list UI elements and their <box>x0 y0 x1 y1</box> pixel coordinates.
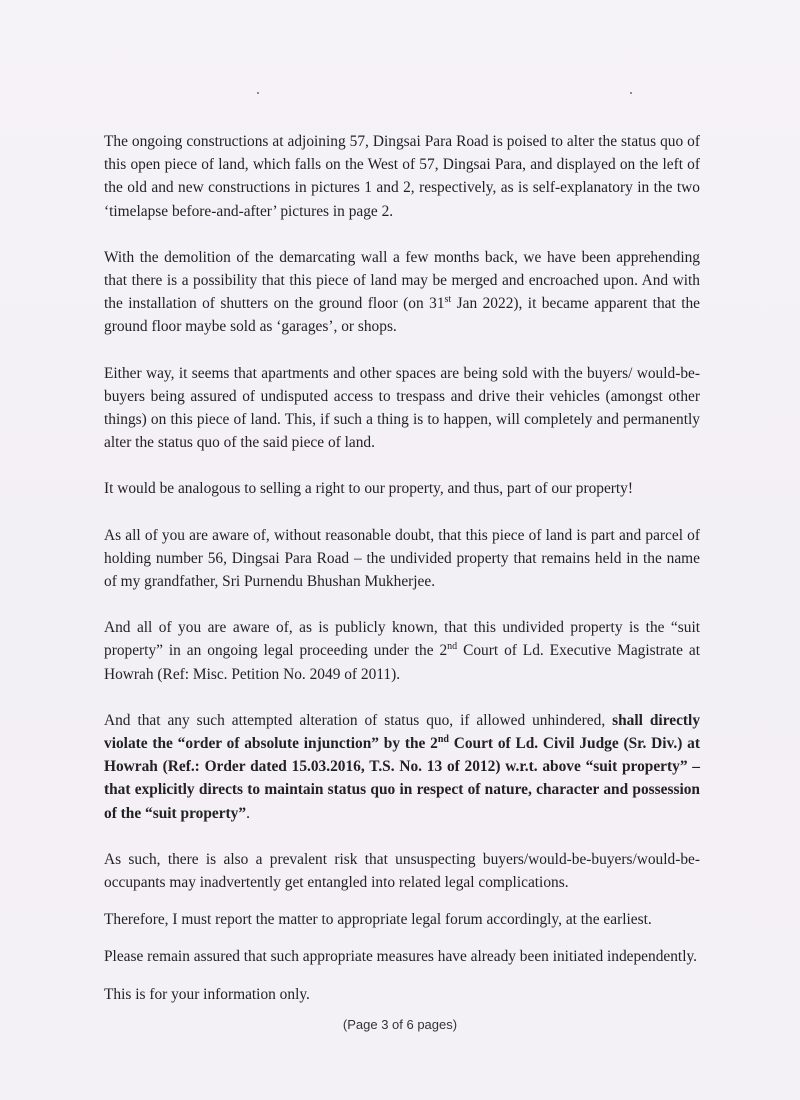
paragraph-risk: As such, there is also a prevalent risk that unsuspecting buyers/would-be-buyers/would-be-occupants may inadvertently get entangled into related legal complications. <box>104 850 700 892</box>
paragraph-buyers-access: Either way, it seems that apartments and other spaces are being sold with the buyers/ would-be-buyers being assured of undisputed access to trespass and drive their vehicles (amongst other things) on this piece of land. This, if such a thing is to happen, will completely and permanently alter the status quo of the said piece of land. <box>104 364 700 452</box>
paragraph-suit-property: And all of you are aware of, as is publicly known, that this undivided property is the “suit property” in an ongoing legal proceeding under the 2nd Court of Ld. Executive Magistrate at Howrah (Ref: Misc. Petition No. 2049 of 2011). <box>104 619 700 683</box>
paragraph-report: Therefore, I must report the matter to appropriate legal forum accordingly, at the earliest. <box>104 911 652 929</box>
scan-speck <box>257 92 259 94</box>
ordinal-suffix: nd <box>447 641 458 653</box>
paragraph-measures: Please remain assured that such appropriate measures have already been initiated independently. <box>104 948 698 966</box>
ordinal-suffix: st <box>444 294 452 306</box>
paragraph-construction: The ongoing constructions at adjoining 57, Dingsai Para Road is poised to alter the status quo of this open piece of land, which falls on the West of 57, Dingsai Para, and displayed on the left of the old and new constructions in pictures 1 and 2, respectively, as is self-explanatory in the two ‘timelapse before-and-after’ pictures in page 2. <box>104 133 700 220</box>
paragraph-analogous: It would be analogous to selling a right to our property, and thus, part of our property! <box>104 480 634 498</box>
ordinal-suffix: nd <box>437 733 449 745</box>
paragraph-injunction: And that any such attempted alteration of status quo, if allowed unhindered, shall directly violate the “order of absolute injunction” by the 2nd Court of Ld. Civil Judge (Sr. Div.) at Howrah (Ref.: Order dated 15.03.2016, T.S. No. 13 of 2012) w.r.t. above “suit property” – that explicitly directs to maintain status quo in respect of nature, character and possession of the “suit property”. <box>104 711 701 822</box>
paragraph-information: This is for your information only. <box>104 985 310 1003</box>
page-number-footer: (Page 3 of 6 pages) <box>342 1017 458 1032</box>
scan-speck <box>630 92 632 94</box>
document-body <box>104 130 700 1006</box>
paragraph-holding: As all of you are aware of, without reasonable doubt, that this piece of land is part and parcel of holding number 56, Dingsai Para Road – the undivided property that remains held in the name of my grandfather, Sri Purnendu Bhushan Mukherjee. <box>104 526 700 591</box>
injunction-bold-text: shall directly violate the “order of absolute injunction” by the 2nd Court of Ld. Civil Judge (Sr. Div.) at Howrah (Ref.: Order dated 15.03.2016, T.S. No. 13 of 2012) w.r.t. above “suit property” – that explicitly directs to maintain status quo in respect of nature, character and possession of the “suit property” <box>104 711 701 822</box>
paragraph-demolition: With the demolition of the demarcating wall a few months back, we have been apprehending that there is a possibility that this piece of land may be merged and encroached upon. And with the installation of shutters on the ground floor (on 31st Jan 2022), it became apparent that the ground floor maybe sold as ‘garages’, or shops. <box>104 248 700 336</box>
